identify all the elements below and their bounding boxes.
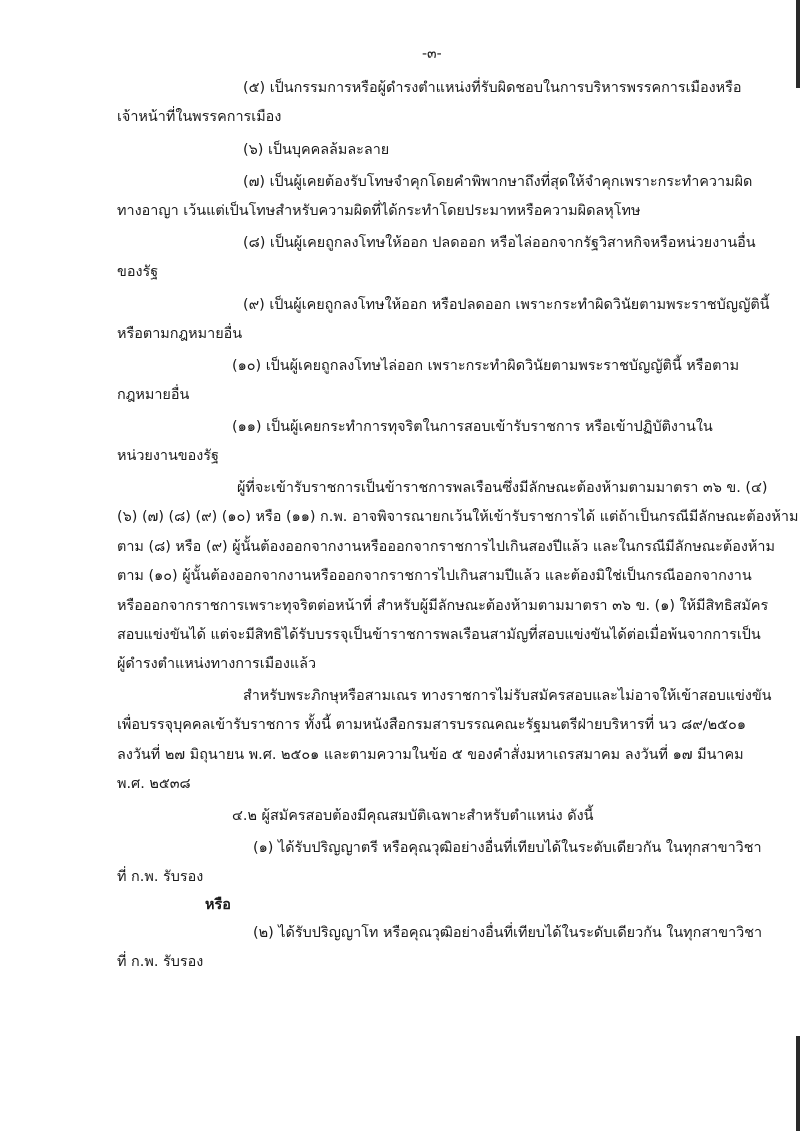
section-4-2-heading: ๔.๒ ผู้สมัครสอบต้องมีคุณสมบัติเฉพาะสำหรับตำแหน่ง ดังนี้ [232, 808, 594, 824]
monk-line2: เพื่อบรรจุบุคคลเข้ารับราชการ ทั้งนี้ ตามหนังสือกรมสารบรรณคณะรัฐมนตรีฝ่ายบริหารที่ นว ๘๙/๒๕๐๑ [117, 717, 746, 733]
degree1-line2: ที่ ก.พ. รับรอง [117, 869, 204, 885]
degree2-line1: (๒) ได้รับปริญญาโท หรือคุณวุฒิอย่างอื่นที่เทียบได้ในระดับเดียวกัน ในทุกสาขาวิชา [253, 925, 763, 941]
exception-line2: (๖) (๗) (๘) (๙) (๑๐) หรือ (๑๑) ก.พ. อาจพิจารณายกเว้นให้เข้ารับราชการได้ แต่ถ้าเป็นกรณีมีลักษณะต้องห้าม [117, 509, 799, 525]
exception-line1: ผู้ที่จะเข้ารับราชการเป็นข้าราชการพลเรือนซึ่งมีลักษณะต้องห้ามตามมาตรา ๓๖ ข. (๔) [237, 480, 768, 496]
exception-line5: หรือออกจากราชการเพราะทุจริตต่อหน้าที่ สำหรับผู้มีลักษณะต้องห้ามตามมาตรา ๓๖ ข. (๑) ให้มีสิทธิสมัคร [117, 598, 769, 614]
item8-line2: ของรัฐ [117, 264, 159, 280]
monk-line3: ลงวันที่ ๒๗ มิถุนายน พ.ศ. ๒๕๐๑ และตามความในข้อ ๕ ของคำสั่งมหาเถรสมาคม ลงวันที่ ๑๗ มีนาคม [117, 747, 744, 763]
item7-line2: ทางอาญา เว้นแต่เป็นโทษสำหรับความผิดที่ได้กระทำโดยประมาทหรือความผิดลหุโทษ [117, 203, 641, 219]
scan-edge-top [796, 0, 800, 88]
page-number: -๓- [422, 46, 442, 62]
exception-line6: สอบแข่งขันได้ แต่จะมีสิทธิได้รับบรรจุเป็นข้าราชการพลเรือนสามัญที่สอบแข่งขันได้ต่อเมื่อพ้นจากการเป็น [117, 627, 761, 643]
item11-line1: (๑๑) เป็นผู้เคยกระทำการทุจริตในการสอบเข้ารับราชการ หรือเข้าปฏิบัติงานใน [232, 419, 713, 435]
item10-line1: (๑๐) เป็นผู้เคยถูกลงโทษไล่ออก เพราะกระทำผิดวินัยตามพระราชบัญญัตินี้ หรือตาม [232, 358, 740, 374]
exception-line4: ตาม (๑๐) ผู้นั้นต้องออกจากงานหรือออกจากราชการไปเกินสามปีแล้ว และต้องมิใช่เป็นกรณีออกจากงาน [117, 568, 752, 584]
exception-line3: ตาม (๘) หรือ (๙) ผู้นั้นต้องออกจากงานหรือออกจากราชการไปเกินสองปีแล้ว และในกรณีมีลักษณะต้องห้าม [117, 539, 775, 555]
or-separator: หรือ [205, 897, 231, 913]
item6-line1: (๖) เป็นบุคคลล้มละลาย [243, 142, 390, 158]
exception-line7: ผู้ดำรงตำแหน่งทางการเมืองแล้ว [117, 656, 317, 672]
item5-line1: (๕) เป็นกรรมการหรือผู้ดำรงตำแหน่งที่รับผิดชอบในการบริหารพรรคการเมืองหรือ [243, 80, 742, 96]
item11-line2: หน่วยงานของรัฐ [117, 448, 219, 464]
scan-edge-bottom [796, 1036, 800, 1131]
item8-line1: (๘) เป็นผู้เคยถูกลงโทษให้ออก ปลดออก หรือไล่ออกจากรัฐวิสาหกิจหรือหน่วยงานอื่น [243, 235, 756, 251]
degree1-line1: (๑) ได้รับปริญญาตรี หรือคุณวุฒิอย่างอื่นที่เทียบได้ในระดับเดียวกัน ในทุกสาขาวิชา [253, 840, 762, 856]
item7-line1: (๗) เป็นผู้เคยต้องรับโทษจำคุกโดยคำพิพากษาถึงที่สุดให้จำคุกเพราะกระทำความผิด [243, 174, 753, 190]
monk-line1: สำหรับพระภิกษุหรือสามเณร ทางราชการไม่รับสมัครสอบและไม่อาจให้เข้าสอบแข่งขัน [243, 688, 772, 704]
item9-line1: (๙) เป็นผู้เคยถูกลงโทษให้ออก หรือปลดออก เพราะกระทำผิดวินัยตามพระราชบัญญัตินี้ [243, 297, 770, 313]
degree2-line2: ที่ ก.พ. รับรอง [117, 954, 204, 970]
monk-line4: พ.ศ. ๒๕๓๘ [117, 776, 191, 792]
item5-line2: เจ้าหน้าที่ในพรรคการเมือง [117, 109, 282, 125]
item10-line2: กฎหมายอื่น [117, 387, 190, 403]
item9-line2: หรือตามกฎหมายอื่น [117, 326, 243, 342]
